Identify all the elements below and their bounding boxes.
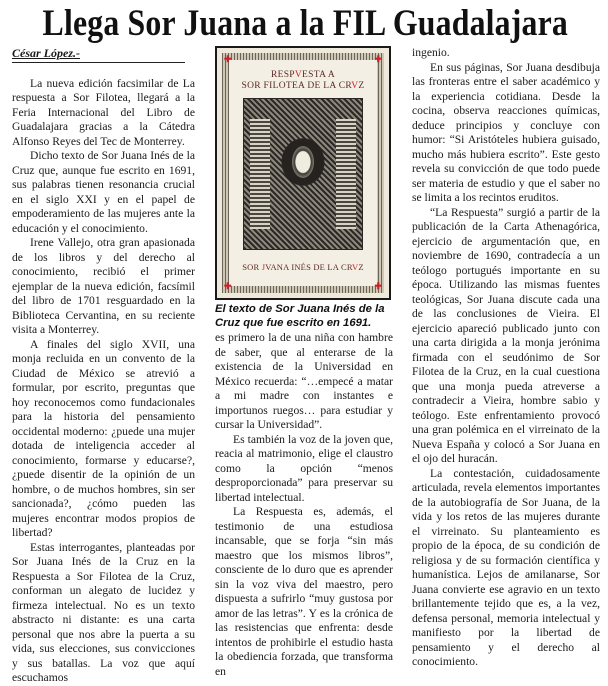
paragraph: En sus páginas, Sor Juana desdibuja las fronteras entre el saber académico y la experiencia cotidiana. Desde la cocina, observa reacciones químicas, deduce principios y concluye con humor: “Si Aristóteles hubiera guisado, mucho más hubiera escrito”. Este gesto revela su convicción de que todo puede ser materia de estudio y que el saber no se limita a los recintos eruditos. [412, 60, 600, 204]
paragraph: es primero la de una niña con hambre de saber, que al enterarse de la existencia de la Universidad en México recuerda: “…empecé a matar a mi madre con instantes e importunos ruegos… para estudiar y cursar la Universidad”. [215, 331, 393, 431]
pillar-left-icon [250, 119, 270, 229]
paragraph: La nueva edición facsimilar de La respuesta a Sor Filotea, llegará a la Feria Internacional del Libro de Guadalajara gracias a la Cátedra Alfonso Reyes del Tec de Monterrey. [12, 76, 195, 148]
paragraph: Estas interrogantes, planteadas por Sor Juana Inés de la Cruz en la Respuesta a Sor Filotea de la Cruz, conforman un alegato de lucidez y firmeza intelectual. No es un texto abstracto ni distante: es una carta personal que nos abre la puerta a su vida, sus elecciones, sus convicciones y sus batallas. La voz que aquí escuchamos [12, 540, 195, 684]
paragraph: La Respuesta es, además, el testimonio de una estudiosa incansable, que se forja “sin más maestro que los mismos libros”, consciente de lo duro que es aprender sin la voz viva del maestro, pero dispuesta a sufrirlo “muy gustosa por amor de las letras”. Y es la crónica de las resistencias que enfrenta: desde intentos de prohibirle el estudio hasta la obediencia forzada, que transforma en [215, 505, 393, 678]
column-2 [215, 46, 393, 679]
figure-caption: El texto de Sor Juana Inés de la Cruz que fue escrito en 1691. [215, 303, 385, 329]
paragraph: Dicho texto de Sor Juana Inés de la Cruz que, aunque fue escrito en 1691, sus palabras tienen resonancia crucial en el siglo XXI y en el papel de empoderamiento de las mujeres ante la educación y el conocimiento. [12, 149, 195, 235]
column-1 [12, 46, 195, 686]
paragraph: A finales del siglo XVII, una monja recluida en un convento de la Ciudad de México se atrevió a formular, por escrito, preguntas que hoy reconocemos como fundacionales para la historia del pensamiento occidental moderno: ¿puede una mujer dotada de inteligencia acceder al conocimiento, formarse y educarse?, ¿puede disentir de la opinión de un hombre, o de muchos hombres, sin ser sancionada?, ¿cómo pueden las mujeres encontrar modos propios de libertad? [12, 337, 195, 539]
book-cover-image [215, 46, 391, 300]
cover-inner [229, 60, 377, 286]
cross-icon: ✚ [374, 54, 382, 64]
cover-author: SOR JVANA INÉS DE LA CRVZ [242, 261, 364, 272]
engraving-portrait-icon [243, 98, 363, 250]
pillar-right-icon [336, 119, 356, 229]
cross-icon: ✚ [224, 281, 232, 291]
paragraph: Irene Vallejo, otra gran apasionada de los libros y del derecho al conocimiento, recibió el primer ejemplar de la nueva edición, facsímil del libro de 1701 resguardado en la Biblioteca Cervantina, en su reciente visita a Monterrey. [12, 236, 195, 336]
cross-icon: ✚ [224, 54, 232, 64]
paragraph: ingenio. [412, 46, 450, 59]
cover-title: RESPVESTA A SOR FILOTEA DE LA CRVZ [241, 70, 365, 91]
paragraph: Es también la voz de la joven que, reacia al matrimonio, elige el claustro como la opción “menos desproporcionada” para preservar su libertad intelectual. [215, 432, 393, 504]
cross-icon: ✚ [374, 281, 382, 291]
paragraph: La contestación, cuidadosamente articulada, revela elementos importantes de la autobiografía de Sor Juana, de la vida y los retos de las mujeres durante el virreinato. Su planteamiento es propio de la época, de su condición de religiosa y de su formación científica y humanística. Lejos de amilanarse, Sor Juana convierte ese agravio en un texto brillantemente tejido que es, a la vez, defensa personal, memoria intelectual y manifiesto por la libertad de pensamiento y el derecho al conocimiento. [412, 466, 600, 668]
byline-text: César López.- [12, 46, 80, 60]
paragraph: “La Respuesta” surgió a partir de la publicación de la Carta Athenagórica, ejercicio de argumentación que, en noviembre de 1690, contradecía a un teólogo portugués importante en su época. Utilizando las mismas fuentes teológicas, Sor Juana discute cada una de las conclusiones de Vieira. El ejercicio apareció publicado junto con una carta dirigida a la monja jerónima firmada con el seudónimo de Sor Filotea de la Cruz, en la cual cuestiona que una monja pueda atreverse a contradecir a Vieira, hombre sabio y teólogo. Este enfrentamiento provocó una gran polémica en el virreinato de la Nueva España y colocó a Sor Juana en el ojo del huracán. [412, 205, 600, 465]
column-3 [412, 46, 600, 670]
headline: Llega Sor Juana a la FIL Guadalajara [42, 3, 568, 44]
byline [12, 46, 185, 63]
